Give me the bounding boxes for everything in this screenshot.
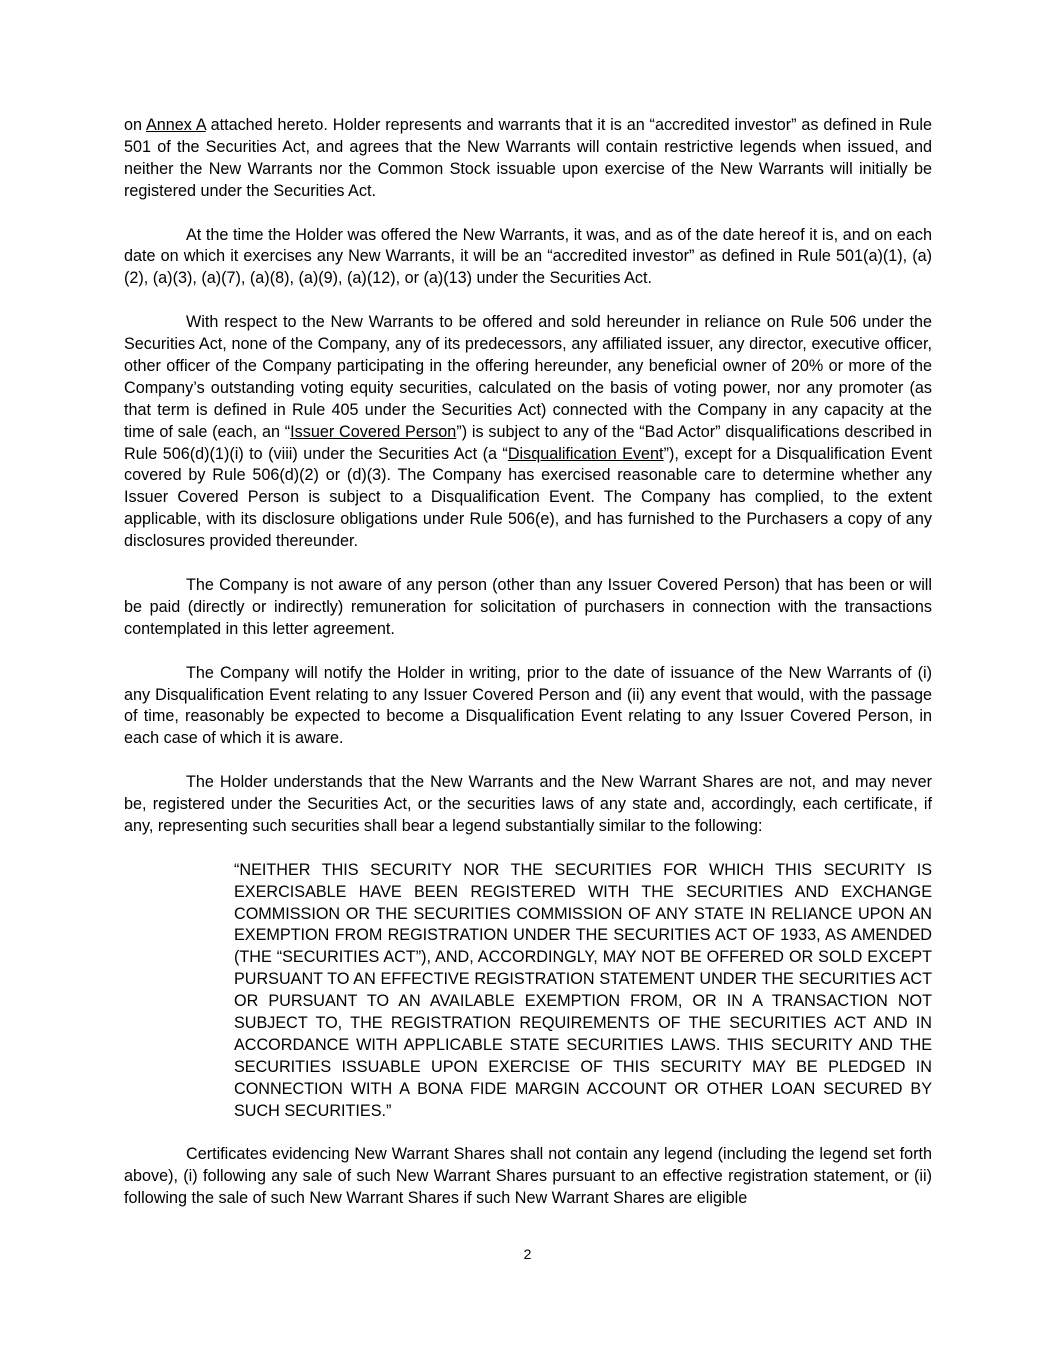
paragraph-remuneration: The Company is not aware of any person (other than any Issuer Covered Person) that has been or will be paid (directly or indirectly) remuneration for solicitation of purchasers in connection with the transactions contemplated in this letter agreement. <box>124 575 932 638</box>
text-run: attached hereto. Holder represents and warrants that it is an “accredited investor” as defined in Rule 501 of the Securities Act, and agrees that the New Warrants will contain restrictive legends when issued, and neither the New Warrants nor the Common Stock issuable upon exercise of the New Warrants will initially be registered under the Securities Act. <box>124 116 933 200</box>
text-run: ”) is subject to any of the “Bad Actor” disqualifications described in Rule 506(d)(1)(i) to (viii) under the Securities Act (a “ <box>124 422 932 463</box>
page-number: 2 <box>523 1246 532 1262</box>
paragraph-legend-removal: Certificates evidencing New Warrant Shares shall not contain any legend (including the legend set forth above), (i) following any sale of such New Warrant Shares pursuant to an effective registration statement, or (ii) following the sale of such New Warrant Shares if such New Warrant Shares are eligible <box>124 1145 932 1208</box>
paragraph-notification: The Company will notify the Holder in writing, prior to the date of issuance of the New Warrants of (i) any Disqualification Event relating to any Issuer Covered Person and (ii) any event that would, with the passage of time, reasonably be expected to become a Disqualification Event relating to any Issuer Covered Person, in each case of which it is aware. <box>124 663 932 748</box>
paragraph-accredited-investor-representation <box>124 115 932 203</box>
defined-term-issuer-covered-person: Issuer Covered Person <box>290 422 457 441</box>
text-run: With respect to the New Warrants to be offered and sold hereunder in reliance on Rule 506 under the Securities Act, none of the Company, any of its predecessors, any affiliated issuer, any director, executive officer, other officer of the Company participating in the offering hereunder, any beneficial owner of 20% or more of the Company’s outstanding voting equity securities, calculated on the basis of voting power, nor any promoter (as that term is defined in Rule 405 under the Securities Act) connected with the Company in any capacity at the time of sale (each, an “ <box>124 313 932 441</box>
document-body <box>124 115 932 1232</box>
paragraph-bad-actor-disqualification <box>124 312 932 553</box>
defined-term-disqualification-event: Disqualification Event <box>507 444 664 463</box>
text-run: ”), except for a Disqualification Event covered by Rule 506(d)(2) or (d)(3). The Company has exercised reasonable care to determine whether any Issuer Covered Person is subject to a Disqualification Event. The Company has complied, to the extent applicable, with its disclosure obligations under Rule 506(e), and has furnished to the Purchasers a copy of any disclosures provided thereunder. <box>124 444 932 551</box>
paragraph-legend-intro: The Holder understands that the New Warrants and the New Warrant Shares are not, and may never be, registered under the Securities Act, or the securities laws of any state and, accordingly, each certificate, if any, representing such securities shall bear a legend substantially similar to the following: <box>124 773 932 835</box>
restrictive-legend-block: “NEITHER THIS SECURITY NOR THE SECURITIES FOR WHICH THIS SECURITY IS EXERCISABLE HAVE BEEN REGISTERED WITH THE SECURITIES AND EXCHANGE COMMISSION OR THE SECURITIES COMMISSION OF ANY STATE IN RELIANCE UPON AN EXEMPTION FROM REGISTRATION UNDER THE SECURITIES ACT OF 1933, AS AMENDED (THE “SECURITIES ACT”), AND, ACCORDINGLY, MAY NOT BE OFFERED OR SOLD EXCEPT PURSUANT TO AN EFFECTIVE REGISTRATION STATEMENT UNDER THE SECURITIES ACT OR PURSUANT TO AN AVAILABLE EXEMPTION FROM, OR IN A TRANSACTION NOT SUBJECT TO, THE REGISTRATION REQUIREMENTS OF THE SECURITIES ACT AND IN ACCORDANCE WITH APPLICABLE STATE SECURITIES LAWS. THIS SECURITY AND THE SECURITIES ISSUABLE UPON EXERCISE OF THIS SECURITY MAY BE PLEDGED IN CONNECTION WITH A BONA FIDE MARGIN ACCOUNT OR OTHER LOAN SECURED BY SUCH SECURITIES.” <box>234 860 932 1120</box>
text-run: on <box>124 116 146 134</box>
paragraph-accredited-investor-status: At the time the Holder was offered the New Warrants, it was, and as of the date hereof it is, and on each date on which it exercises any New Warrants, it will be an “accredited investor” as defined in Rule 501(a)(1), (a)(2), (a)(3), (a)(7), (a)(8), (a)(9), (a)(12), or (a)(13) under the Securities Act. <box>124 225 932 288</box>
annex-a-reference: Annex A <box>145 116 206 134</box>
